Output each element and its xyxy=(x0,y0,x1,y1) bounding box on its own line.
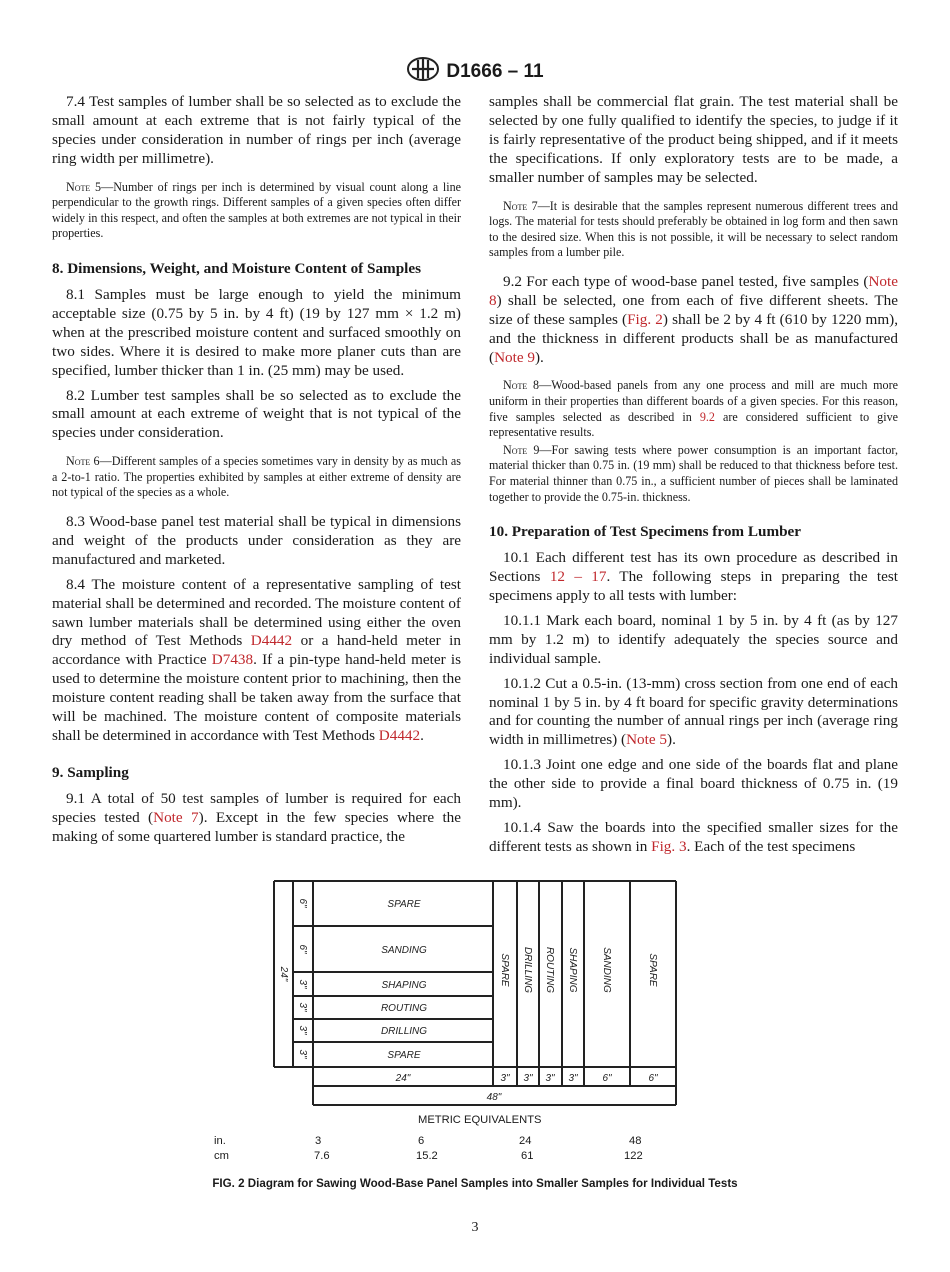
row-dim: 6" xyxy=(297,898,308,908)
paragraph: 10.1.2 Cut a 0.5-in. (13-mm) cross section from one end of each nominal 1 by 5 in. by 4 ft board for specific gravity determinations and for counting the number of annual rings per inch (average ring width in millimetres) (Note 5). xyxy=(489,674,898,749)
cross-reference-link[interactable]: 9.2 xyxy=(699,409,715,424)
paragraph: 10.1.4 Saw the boards into the specified smaller sizes for the different tests as shown in Fig. 3. Each of the test specimens xyxy=(489,818,898,855)
row-dim: 3" xyxy=(297,1002,308,1012)
cross-reference-link[interactable]: Note 9 xyxy=(494,348,535,366)
paragraph: 10.1.1 Mark each board, nominal 1 by 5 in. by 4 ft (as by 127 mm by 1.2 m) to identify adequately the species source and individual sample. xyxy=(489,611,898,667)
metric-cm-value: 7.6 xyxy=(314,1150,330,1162)
row-dim: 3" xyxy=(297,979,308,989)
designation: D1666 – 11 xyxy=(446,61,544,83)
note-label: Note 7 xyxy=(503,198,538,213)
cross-reference-link[interactable]: D4442 xyxy=(378,727,421,744)
section-heading: 9. Sampling xyxy=(52,763,129,781)
paragraph: samples shall be commercial flat grain. The test material shall be selected by one fully qualified to identify the species, to judge if it is fairly representative of the product being shipped, and if it meets the specifications. If only exploratory tests are to be made, a smaller number of samples may be selected. xyxy=(489,93,898,186)
metric-cm-value: 61 xyxy=(521,1150,534,1162)
column-dim: 3" xyxy=(523,1073,533,1084)
note-label: Note 6 xyxy=(66,454,100,469)
cross-reference-link[interactable]: D7438 xyxy=(211,651,254,669)
section-heading: 8. Dimensions, Weight, and Moisture Content of Samples xyxy=(52,260,422,277)
metric-cm-label: cm xyxy=(214,1150,229,1162)
column-label: SHAPING xyxy=(567,947,578,993)
paragraph: 9.1 A total of 50 test samples of lumber is required for each species tested (Note 7). Except in the few species where the making of some quartered lumber is standard practice, the xyxy=(52,789,462,845)
column-label: DRILLING xyxy=(522,946,533,994)
page-number: 3 xyxy=(471,1220,479,1235)
note: Note 5—Number of rings per inch is determined by visual count along a line perpendicular to the growth rings. Different samples of a given species often differ widely in this respect, and often the samples at both extremes are not typical in their properties. xyxy=(52,179,462,241)
metric-in-value: 48 xyxy=(629,1135,642,1147)
row-label: DRILLING xyxy=(380,1026,428,1037)
cross-reference-link[interactable]: Note 8 xyxy=(489,272,898,309)
row-label: ROUTING xyxy=(380,1003,428,1014)
metric-in-value: 24 xyxy=(519,1135,532,1147)
row-label: SPARE xyxy=(387,1050,421,1061)
paragraph: 8.1 Samples must be large enough to yield the minimum acceptable size (0.75 by 5 in. by 4 ft) (19 by 127 mm × 1.2 m) when at the prescribed moisture content and surfaced smoothly on two sides. Where it is desired to make more planer cuts than are specified, lumber thicker than 1 in. (25 mm) may be used. xyxy=(52,286,461,379)
overall-width-label: 48" xyxy=(486,1092,502,1103)
metric-in-value: 6 xyxy=(418,1135,425,1147)
metric-in-label: in. xyxy=(214,1135,226,1147)
row-dim: 3" xyxy=(297,1049,308,1059)
paragraph: 9.2 For each type of wood-base panel tested, five samples (Note 8) shall be selected, one from each of five different sheets. The size of these samples (Fig. 2) shall be 2 by 4 ft (610 by 1220 mm), and the thickness in different products shall be as manufactured (Note 9). xyxy=(489,272,898,366)
note-label: Note 9 xyxy=(503,442,540,457)
row-label: SPARE xyxy=(387,899,421,910)
column-label: SPARE xyxy=(647,953,658,987)
overall-height-label: 24" xyxy=(278,966,289,982)
figure-caption: FIG. 2 Diagram for Sawing Wood-Base Panel Samples into Smaller Samples for Individual Tests xyxy=(212,1177,738,1190)
column-dim: 24" xyxy=(395,1073,411,1084)
metric-in-value: 3 xyxy=(315,1135,322,1147)
note-label: Note 5 xyxy=(66,179,102,194)
column-dim: 6" xyxy=(602,1073,612,1084)
row-label: SHAPING xyxy=(381,980,427,991)
column-dim: 3" xyxy=(500,1073,510,1084)
column-dim: 6" xyxy=(648,1073,658,1084)
row-dim: 6" xyxy=(297,944,308,954)
column-label: ROUTING xyxy=(544,946,555,994)
paragraph: 8.3 Wood-base panel test material shall be typical in dimensions and weight of the products under consideration as they are manufactured and marketed. xyxy=(52,513,461,568)
paragraph: 8.2 Lumber test samples shall be so selected as to exclude the small amount at each extreme of weight that is not typical of the species under consideration. xyxy=(52,386,461,442)
metric-cm-value: 15.2 xyxy=(416,1150,438,1162)
cross-reference-link[interactable]: Note 7 xyxy=(153,808,199,826)
column-dim: 3" xyxy=(568,1073,578,1084)
cross-reference-link[interactable]: Note 5 xyxy=(626,731,668,749)
row-label: SANDING xyxy=(381,945,427,956)
cross-reference-link[interactable]: 12 – 17 xyxy=(549,568,607,586)
note: Note 7—It is desirable that the samples represent numerous different trees and logs. The material for tests should preferably be obtained in log form and then sawn to the desired size. When this is not possible, it will be necessary to select random samples from a lumber pile. xyxy=(489,198,898,260)
column-label: SPARE xyxy=(499,953,510,987)
note-label: Note 8 xyxy=(503,378,540,393)
paragraph: 8.4 The moisture content of a representative sampling of test material shall be determined and recorded. The moisture content of sawn lumber materials shall be determined using either the oven dry method of Test Methods D4442 or a hand-held meter in accordance with Practice D7438. If a pin-type hand-held meter is used to determine the moisture content prior to machining, then the moisture content reading shall be taken away from the surface that will be machined. The moisture content of composite materials shall be determined in accordance with Test Methods D4442. xyxy=(52,575,461,744)
paragraph: 7.4 Test samples of lumber shall be so selected as to exclude the small amount at each extreme that is not fairly typical of the species under consideration in number of rings per inch (average ring width per millimetre). xyxy=(52,93,461,167)
column-label: SANDING xyxy=(601,947,612,993)
cross-reference-link[interactable]: D4442 xyxy=(250,632,293,650)
note: Note 9—For sawing tests where power consumption is an important factor, material thicker than 0.75 in. (19 mm) shall be reduced to that thickness before test. For material thinner than 0.75 in., a sufficient number of pieces shall be laminated together to provide the 0.75-in. thickness. xyxy=(489,442,898,504)
column-dim: 3" xyxy=(545,1073,555,1084)
paragraph: 10.1.3 Joint one edge and one side of the boards flat and plane the other side to provide a final board thickness of 0.75 in. (19 mm). xyxy=(489,756,898,812)
metric-title: METRIC EQUIVALENTS xyxy=(418,1114,542,1126)
paragraph: 10.1 Each different test has its own procedure as described in Sections 12 – 17. The following steps in preparing the test specimens apply to all tests with lumber: xyxy=(489,549,899,604)
section-heading: 10. Preparation of Test Specimens from Lumber xyxy=(489,523,802,541)
cross-reference-link[interactable]: Fig. 3 xyxy=(651,837,687,855)
note: Note 8—Wood-based panels from any one process and mill are much more uniform in their properties than different boards of a given species. For this reason, five samples selected as described in 9.2 are considered sufficient to give representative results. xyxy=(489,378,898,440)
cross-reference-link[interactable]: Fig. 2 xyxy=(627,310,663,328)
note: Note 6—Different samples of a species sometimes vary in density by as much as a 2-to-1 ratio. The properties exhibited by samples at either extreme of density are not typical of the species as a whole. xyxy=(52,454,461,500)
row-dim: 3" xyxy=(297,1025,308,1035)
metric-cm-value: 122 xyxy=(624,1150,643,1162)
